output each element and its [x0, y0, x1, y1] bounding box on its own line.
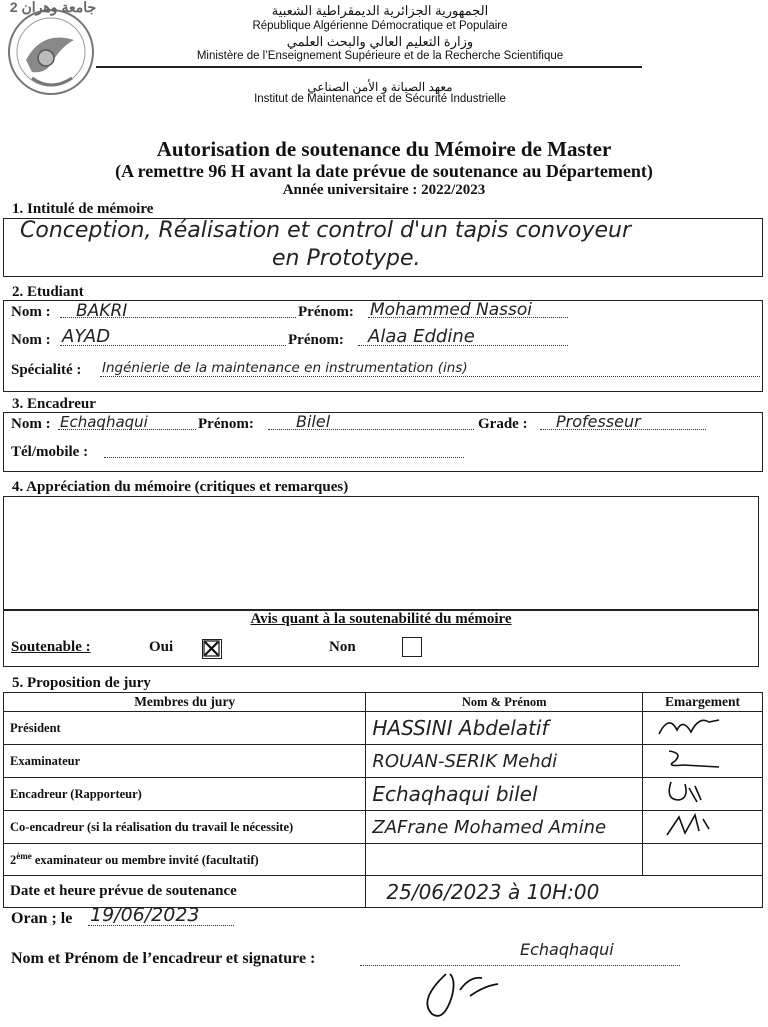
- supervisor-grade-label: Grade :: [478, 416, 528, 432]
- jury-name: HASSINI Abdelatif: [366, 712, 643, 745]
- specialite-value: Ingénierie de la maintenance en instrumentation (ins): [102, 360, 468, 376]
- supervisor-grade-value: Professeur: [556, 412, 641, 431]
- date-label: Date et heure prévue de soutenance: [4, 876, 366, 908]
- jury-role: Président: [4, 712, 366, 745]
- supervisor-prenom-label: Prénom:: [198, 416, 254, 432]
- soutenable-label: Soutenable :: [11, 639, 91, 655]
- jury-table: [3, 692, 763, 908]
- jury-name: Echaqhaqui bilel: [366, 778, 643, 811]
- section4-heading: 4. Appréciation du mémoire (critiques et remarques): [12, 479, 349, 495]
- section3-heading: 3. Encadreur: [12, 396, 96, 412]
- student2-prenom-value: Alaa Eddine: [368, 326, 475, 347]
- student2-nom-value: AYAD: [62, 326, 111, 347]
- table-row: [4, 745, 763, 778]
- jury-role: Examinateur: [4, 745, 366, 778]
- non-label: Non: [329, 639, 356, 655]
- supervisor-signature: [410, 966, 520, 1022]
- header-ministry: Ministère de l’Enseignement Supérieure et de la Recherche Scientifique: [196, 50, 564, 62]
- date-row: [4, 876, 763, 908]
- jury-role-num: 2: [10, 853, 17, 868]
- oui-label: Oui: [149, 639, 174, 655]
- jury-role: Co-encadreur (si la réalisation du travail le nécessite): [4, 811, 366, 844]
- jury-role-rest: examinateur ou membre invité (facultatif): [31, 853, 259, 868]
- thesis-title-line1: Conception, Réalisation et control d'un tapis convoyeur: [20, 218, 632, 243]
- jury-name: [366, 844, 643, 876]
- signature-label: Nom et Prénom de l’encadreur et signature :: [11, 950, 316, 967]
- table-row: [4, 844, 763, 876]
- page-title: Autorisation de soutenance du Mémoire de Master: [156, 137, 612, 161]
- thesis-title-line2: en Prototype.: [272, 246, 421, 271]
- date-value: 25/06/2023 à 10H:00: [366, 876, 763, 908]
- university-logo: [2, 0, 100, 98]
- student1-nom-label: Nom :: [11, 304, 51, 320]
- header-institute: Institut de Maintenance et de Sécurité Industrielle: [254, 93, 506, 105]
- jury-header-row: [4, 693, 763, 712]
- specialite-label: Spécialité :: [11, 362, 82, 378]
- appreciation-box: [3, 496, 759, 610]
- supervisor-tel-label: Tél/mobile :: [11, 444, 89, 460]
- supervisor-nom-value: Echaqhaqui: [60, 413, 148, 431]
- table-row: [4, 712, 763, 745]
- header-arabic-republic: الجمهورية الجزائرية الديمقراطية الشعبية: [271, 3, 489, 18]
- supervisor-nom-label: Nom :: [11, 416, 51, 432]
- jury-signature: [643, 811, 763, 844]
- oran-date-value: 19/06/2023: [90, 904, 200, 926]
- oui-checkbox[interactable]: [202, 639, 222, 659]
- section1-heading: 1. Intitulé de mémoire: [12, 201, 154, 217]
- col-name: Nom & Prénom: [366, 693, 643, 712]
- student2-prenom-label: Prénom:: [288, 332, 344, 348]
- checkmark-icon: [203, 640, 220, 657]
- signature-dots: [360, 965, 680, 966]
- jury-name: ROUAN-SERIK Mehdi: [366, 745, 643, 778]
- student2-nom-label: Nom :: [11, 332, 51, 348]
- section5-heading: 5. Proposition de jury: [12, 675, 151, 691]
- jury-role: [4, 844, 366, 876]
- student1-prenom-label: Prénom:: [298, 304, 354, 320]
- signature-icon: [649, 811, 729, 839]
- jury-name: ZAFrane Mohamed Amine: [366, 811, 643, 844]
- jury-role: Encadreur (Rapporteur): [4, 778, 366, 811]
- jury-signature: [643, 745, 763, 778]
- supervisor-tel-dots: [104, 457, 464, 458]
- jury-role-sup: ème: [16, 850, 32, 861]
- signature-icon: [649, 745, 729, 773]
- table-row: [4, 778, 763, 811]
- student1-prenom-value: Mohammed Nassoi: [370, 300, 533, 320]
- jury-signature: [643, 844, 763, 876]
- signature-icon: [649, 778, 729, 806]
- header-divider: [96, 66, 642, 68]
- header-republic: République Algérienne Démocratique et Populaire: [252, 20, 508, 32]
- specialite-dots: [100, 376, 760, 377]
- supervisor-prenom-value: Bilel: [296, 412, 331, 431]
- academic-year: Année universitaire : 2022/2023: [282, 182, 486, 198]
- non-checkbox[interactable]: [402, 637, 422, 657]
- header-arabic-ministry: وزارة التعليم العالي والبحث العلمي: [286, 34, 474, 49]
- page-subtitle: (A remettre 96 H avant la date prévue de soutenance au Département): [115, 161, 653, 181]
- header-arabic-institute: معهد الصيانة و الأمن الصناعي: [307, 80, 453, 94]
- section2-heading: 2. Etudiant: [12, 284, 84, 300]
- logo-text: جامعة وهران 2: [9, 0, 97, 15]
- table-row: [4, 811, 763, 844]
- student1-nom-value: BAKRI: [76, 301, 128, 321]
- signature-icon: [410, 966, 520, 1022]
- avis-title: Avis quant à la soutenabilité du mémoire: [250, 611, 512, 627]
- jury-signature: [643, 712, 763, 745]
- oran-label: Oran ; le: [11, 910, 73, 927]
- jury-signature: [643, 778, 763, 811]
- signature-name-value: Echaqhaqui: [520, 940, 614, 959]
- col-sign: Emargement: [643, 693, 763, 712]
- col-members: Membres du jury: [4, 693, 366, 712]
- signature-icon: [649, 712, 729, 740]
